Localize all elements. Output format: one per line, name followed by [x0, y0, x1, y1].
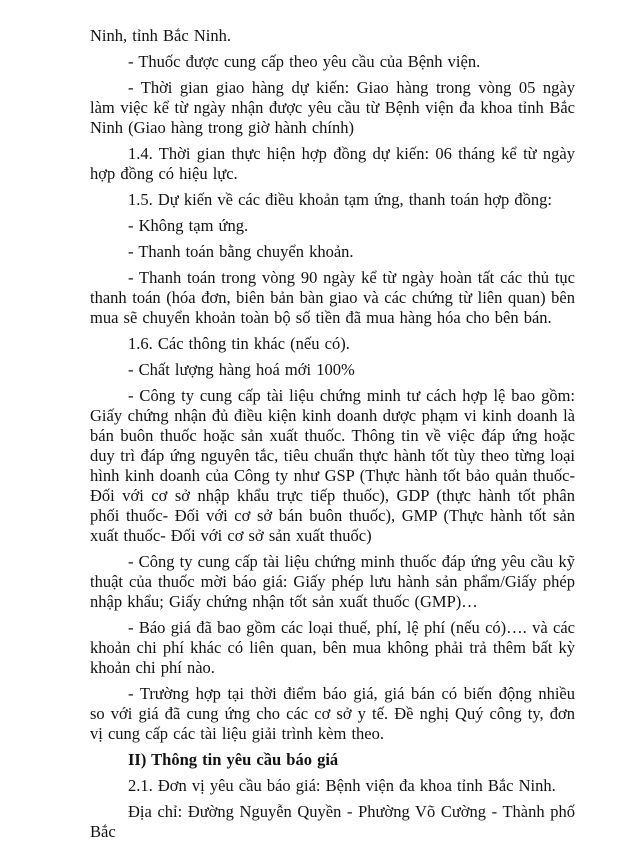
- paragraph-technical-documents: - Công ty cung cấp tài liệu chứng minh thuốc đáp ứng yêu cầu kỹ thuật của thuốc mời báo giá: Giấy phép lưu hành sản phẩm/Giấy phép nhập khẩu; Giấy chứng nhận tốt sản xuất thuốc (GMP)…: [90, 552, 575, 611]
- paragraph-quality-100: - Chất lượng hàng hoá mới 100%: [128, 360, 355, 379]
- paragraph-supply-per-request: - Thuốc được cung cấp theo yêu cầu của Bệnh viện.: [128, 52, 481, 71]
- paragraph-payment-90-days: - Thanh toán trong vòng 90 ngày kể từ ngày hoàn tất các thủ tục thanh toán (hóa đơn, biên bản bàn giao và các chứng từ liên quan) bên mua sẽ chuyển khoản toàn bộ số tiền đã mua hàng hóa cho bên bán.: [90, 268, 575, 327]
- paragraph-1-6-other-info: 1.6. Các thông tin khác (nếu có).: [128, 334, 350, 353]
- paragraph-no-advance: - Không tạm ứng.: [128, 216, 249, 235]
- paragraph-bank-transfer: - Thanh toán bằng chuyển khoản.: [128, 242, 354, 261]
- paragraph-2-1-requesting-unit: 2.1. Đơn vị yêu cầu báo giá: Bệnh viện đa khoa tỉnh Bắc Ninh.: [128, 776, 556, 795]
- paragraph-1-5-payment-terms: 1.5. Dự kiến về các điều khoản tạm ứng, thanh toán hợp đồng:: [128, 190, 552, 209]
- section-heading-quotation-request-info: II) Thông tin yêu cầu báo giá: [128, 750, 339, 769]
- paragraph-1-4-contract-duration: 1.4. Thời gian thực hiện hợp đồng dự kiến: 06 tháng kể từ ngày hợp đồng có hiệu lực.: [90, 144, 575, 183]
- paragraph-page-continuation: Ninh, tỉnh Bắc Ninh.: [90, 26, 231, 45]
- paragraph-address: Địa chỉ: Đường Nguyễn Quyền - Phường Võ Cường - Thành phố Bắc: [90, 802, 575, 841]
- paragraph-price-fluctuation: - Trường hợp tại thời điểm báo giá, giá bán có biến động nhiều so với giá đã cung ứng cho các cơ sở y tế. Đề nghị Quý công ty, đơn vị cung cấp các tài liệu giải trình kèm theo.: [90, 684, 575, 743]
- paragraph-price-includes-taxes: - Báo giá đã bao gồm các loại thuế, phí, lệ phí (nếu có)…. và các khoản chi phí khác có liên quan, bên mua không phải trả thêm bất kỳ khoản chi phí nào.: [90, 618, 575, 677]
- paragraph-eligibility-documents: - Công ty cung cấp tài liệu chứng minh tư cách hợp lệ bao gồm: Giấy chứng nhận đủ điều kiện kinh doanh dược phạm vi kinh doanh là bán buôn thuốc hoặc sản xuất thuốc. Thông tin về việc đáp ứng hoặc duy trì đáp ứng nguyên tắc, tiêu chuẩn thực hành tốt tùy theo từng loại hình kinh doanh của Công ty như GSP (Thực hành tốt bảo quản thuốc- Đối với cơ sở nhập khẩu trực tiếp thuốc), GDP (thực hành tốt phân phối thuốc- Đối với cơ sở bán buôn thuốc), GMP (Thực hành tốt sản xuất thuốc- Đối với cơ sở sản xuất thuốc): [90, 386, 575, 545]
- paragraph-delivery-time: - Thời gian giao hàng dự kiến: Giao hàng trong vòng 05 ngày làm việc kể từ ngày nhận được yêu cầu từ Bệnh viện đa khoa tỉnh Bắc Ninh (Giao hàng trong giờ hành chính): [90, 78, 575, 137]
